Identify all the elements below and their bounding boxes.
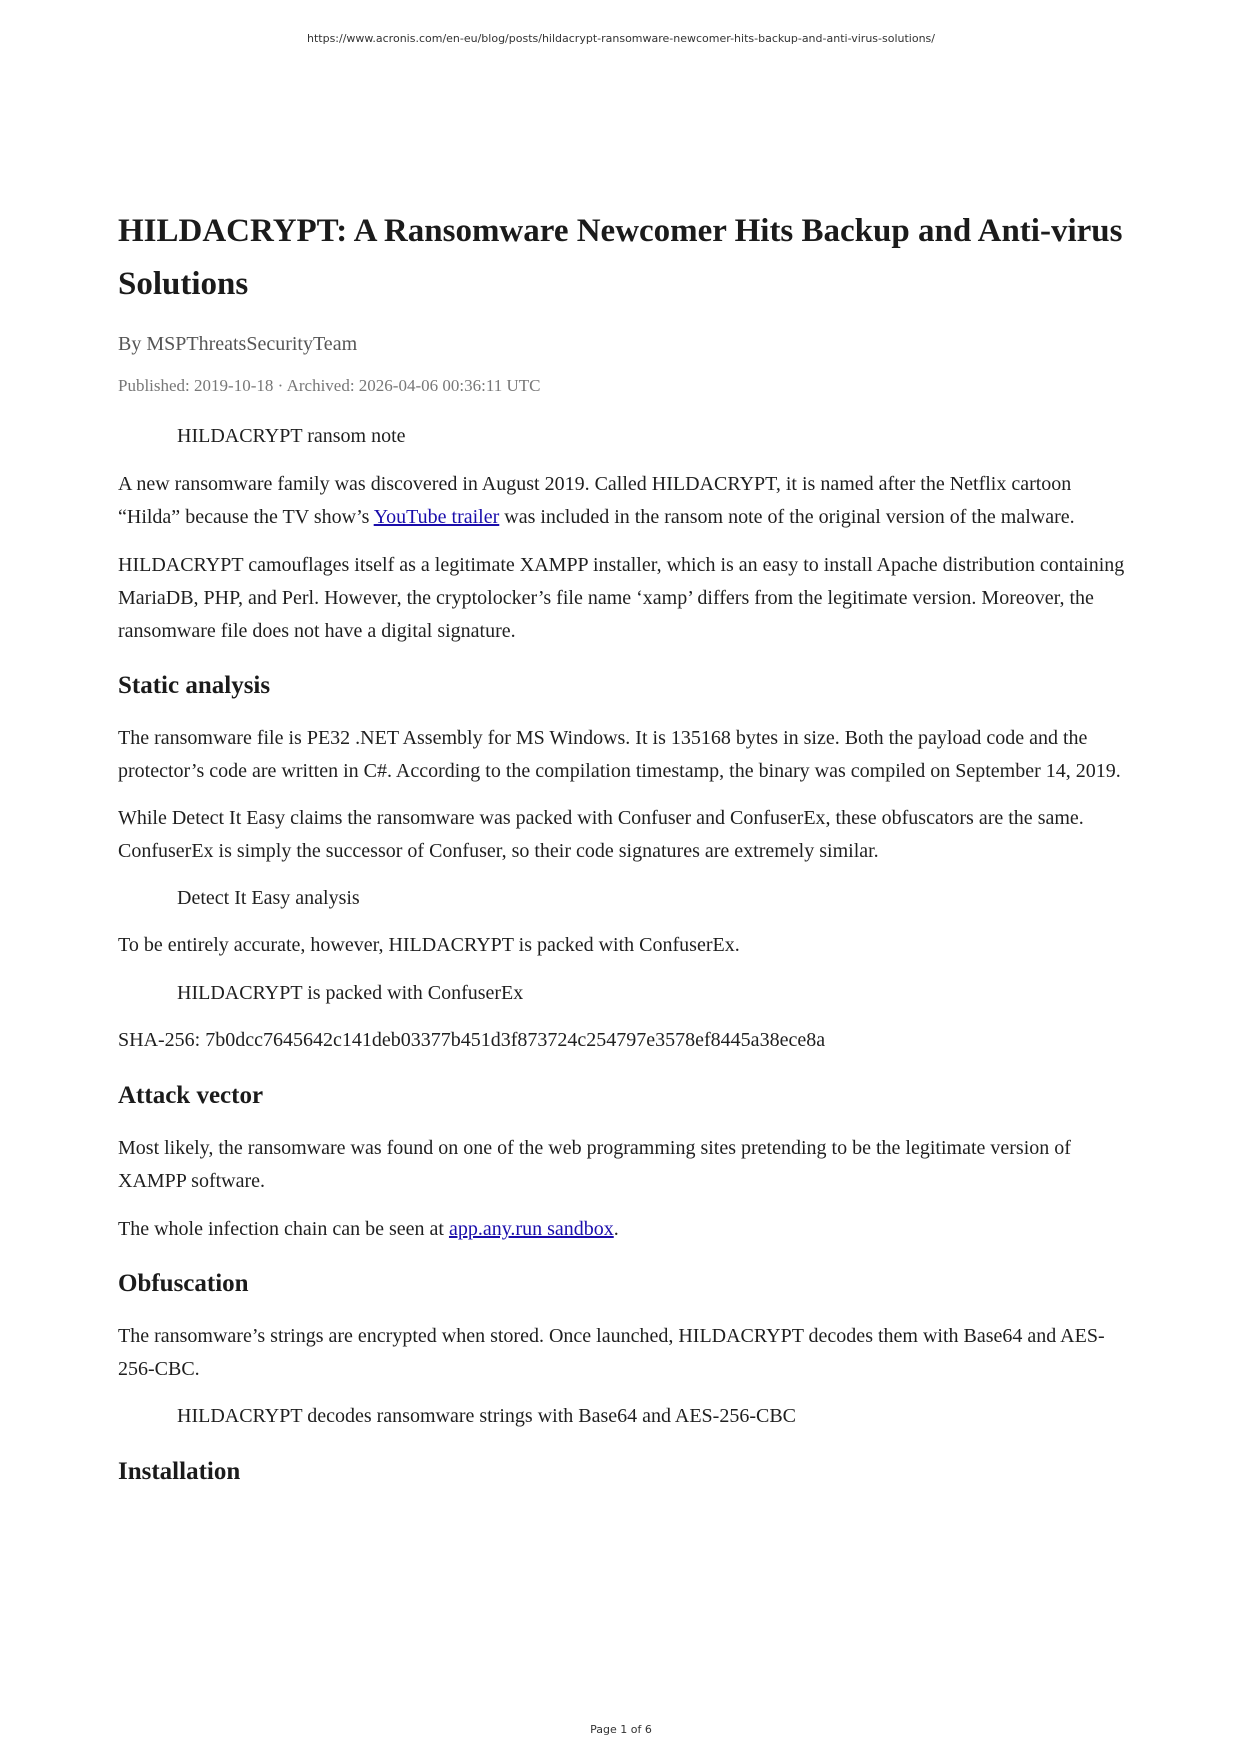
paragraph: While Detect It Easy claims the ransomware was packed with Confuser and ConfuserEx, these obfuscators are the same. ConfuserEx is simply the successor of Confuser, so their code signatures are extremely similar. <box>118 807 1084 862</box>
paragraph: To be entirely accurate, however, HILDACRYPT is packed with ConfuserEx. <box>118 934 740 956</box>
publish-date: Published: 2019-10-18 · Archived: 2026-04-06 00:36:11 UTC <box>118 376 541 395</box>
article-title: HILDACRYPT: A Ransomware Newcomer Hits Backup and Anti-virus Solutions <box>118 213 1123 302</box>
paragraph: HILDACRYPT camouflages itself as a legitimate XAMPP installer, which is an easy to install Apache distribution containing MariaDB, PHP, and Perl. However, the cryptolocker’s file name ‘xamp’ differs from the legitimate version. Moreover, the ransomware file does not have a digital signature. <box>118 554 1125 642</box>
paragraph <box>118 468 1128 534</box>
youtube-trailer-link[interactable]: YouTube trailer <box>373 506 500 528</box>
paragraph-text: was included in the ransom note of the original version of the malware. <box>499 506 1075 528</box>
image-caption: Detect It Easy analysis <box>177 887 360 909</box>
page-number: Page 1 of 6 <box>590 1723 652 1736</box>
paragraph-text: The whole infection chain can be seen at <box>118 1218 449 1240</box>
paragraph: The ransomware’s strings are encrypted when stored. Once launched, HILDACRYPT decodes them with Base64 and AES-256-CBC. <box>118 1325 1105 1380</box>
anyrun-sandbox-link[interactable]: app.any.run sandbox <box>448 1218 614 1240</box>
paragraph-text: . <box>613 1218 619 1240</box>
section-heading-obfuscation: Obfuscation <box>118 1270 249 1297</box>
sha256-hash: SHA-256: 7b0dcc7645642c141deb03377b451d3f873724c254797e3578ef8445a38ece8a <box>118 1029 826 1051</box>
section-heading-static-analysis: Static analysis <box>118 672 271 699</box>
image-caption: HILDACRYPT ransom note <box>177 425 406 447</box>
source-url: https://www.acronis.com/en-eu/blog/posts/hildacrypt-ransomware-newcomer-hits-backup-and-anti-virus-solutions/ <box>306 32 935 45</box>
paragraph <box>118 1213 1128 1246</box>
image-caption: HILDACRYPT decodes ransomware strings with Base64 and AES-256-CBC <box>177 1405 797 1427</box>
article <box>118 205 1128 1488</box>
paragraph: Most likely, the ransomware was found on one of the web programming sites pretending to be the legitimate version of XAMPP software. <box>118 1137 1071 1192</box>
paragraph: The ransomware file is PE32 .NET Assembly for MS Windows. It is 135168 bytes in size. Both the payload code and the protector’s code are written in C#. According to the compilation timestamp, the binary was compiled on September 14, 2019. <box>118 727 1121 782</box>
image-caption: HILDACRYPT is packed with ConfuserEx <box>177 982 524 1004</box>
section-heading-installation: Installation <box>118 1458 241 1485</box>
author-byline: By MSPThreatsSecurityTeam <box>118 333 358 355</box>
section-heading-attack-vector: Attack vector <box>118 1082 264 1109</box>
paragraph-text: A new ransomware family was discovered in August 2019. Called HILDACRYPT, it is named after the Netflix cartoon “Hilda” because the TV show’s <box>118 473 1072 528</box>
